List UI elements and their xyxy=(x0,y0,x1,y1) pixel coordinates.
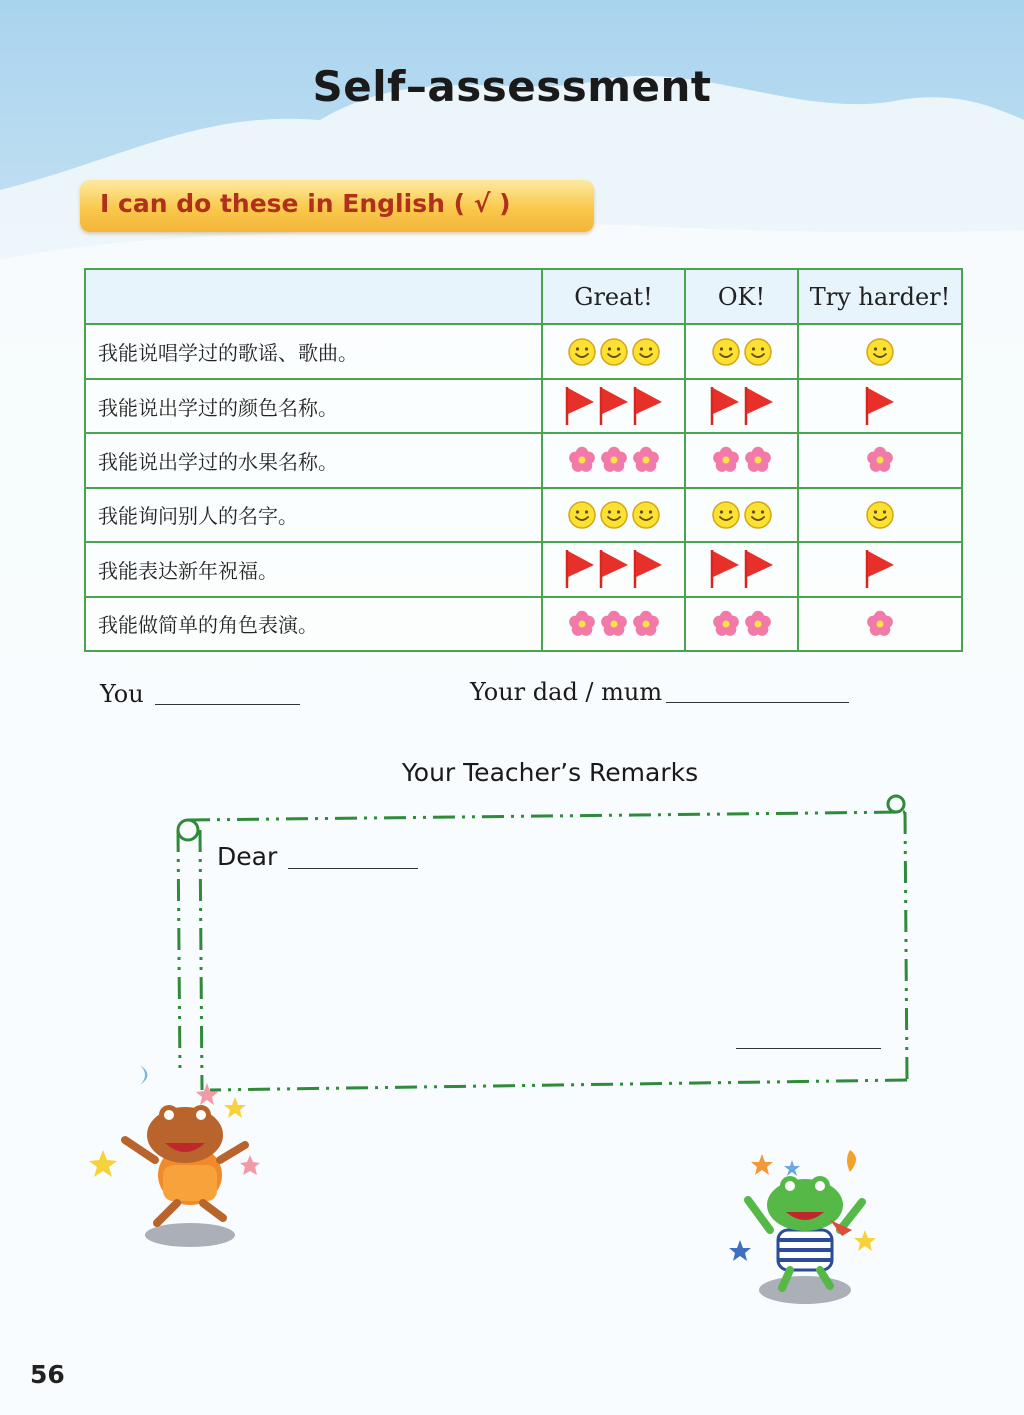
dear-label: Dear xyxy=(217,842,278,871)
red-flag-icon xyxy=(632,548,664,590)
toad-character-illustration xyxy=(85,1065,275,1255)
smiley-icon xyxy=(743,500,773,530)
table-row xyxy=(85,597,962,651)
red-flag-icon xyxy=(864,385,896,427)
banner-text: I can do these in English ( √ ) xyxy=(100,189,511,218)
great-cell[interactable] xyxy=(542,379,685,433)
header-try-harder: Try harder! xyxy=(798,269,962,324)
try-harder-cell[interactable] xyxy=(798,597,962,651)
ok-cell[interactable] xyxy=(685,488,798,542)
teacher-signature-line[interactable] xyxy=(736,1048,881,1049)
smiley-icon xyxy=(865,337,895,367)
frog-character-illustration xyxy=(720,1140,910,1315)
page-number: 56 xyxy=(30,1360,65,1389)
try-harder-cell[interactable] xyxy=(798,324,962,378)
row-label: 我能说唱学过的歌谣、歌曲。 xyxy=(85,324,542,378)
pink-flower-icon xyxy=(743,609,773,639)
parent-label: Your dad / mum xyxy=(470,678,663,706)
red-flag-icon xyxy=(598,548,630,590)
ok-cell[interactable] xyxy=(685,324,798,378)
row-label: 我能做简单的角色表演。 xyxy=(85,597,542,651)
red-flag-icon xyxy=(564,385,596,427)
ok-cell[interactable] xyxy=(685,379,798,433)
ok-cell[interactable] xyxy=(685,597,798,651)
pink-flower-icon xyxy=(631,609,661,639)
table-row xyxy=(85,379,962,433)
try-harder-cell[interactable] xyxy=(798,488,962,542)
pink-flower-icon xyxy=(599,609,629,639)
you-signature-line[interactable] xyxy=(155,704,300,705)
pink-flower-icon xyxy=(711,445,741,475)
ok-cell[interactable] xyxy=(685,542,798,596)
parent-signature-line[interactable] xyxy=(666,702,849,703)
pink-flower-icon xyxy=(743,445,773,475)
smiley-icon xyxy=(631,500,661,530)
great-cell[interactable] xyxy=(542,542,685,596)
pink-flower-icon xyxy=(631,445,661,475)
pink-flower-icon xyxy=(865,445,895,475)
table-row xyxy=(85,488,962,542)
red-flag-icon xyxy=(864,548,896,590)
pink-flower-icon xyxy=(567,609,597,639)
pink-flower-icon xyxy=(865,609,895,639)
smiley-icon xyxy=(743,337,773,367)
header-ok: OK! xyxy=(685,269,798,324)
table-header-row xyxy=(85,269,962,324)
table-row xyxy=(85,324,962,378)
dear-name-line[interactable] xyxy=(288,868,418,869)
ok-cell[interactable] xyxy=(685,433,798,487)
row-label: 我能说出学过的水果名称。 xyxy=(85,433,542,487)
smiley-icon xyxy=(599,500,629,530)
red-flag-icon xyxy=(709,385,741,427)
great-cell[interactable] xyxy=(542,597,685,651)
red-flag-icon xyxy=(632,385,664,427)
page-title: Self–assessment xyxy=(312,62,712,111)
try-harder-cell[interactable] xyxy=(798,379,962,433)
table-row xyxy=(85,433,962,487)
self-assessment-table xyxy=(84,268,963,652)
red-flag-icon xyxy=(743,548,775,590)
smiley-icon xyxy=(711,500,741,530)
great-cell[interactable] xyxy=(542,488,685,542)
red-flag-icon xyxy=(564,548,596,590)
table-row xyxy=(85,542,962,596)
red-flag-icon xyxy=(598,385,630,427)
header-blank xyxy=(85,269,542,324)
great-cell[interactable] xyxy=(542,324,685,378)
remarks-dashed-frame xyxy=(170,790,920,1110)
row-label: 我能表达新年祝福。 xyxy=(85,542,542,596)
smiley-icon xyxy=(599,337,629,367)
pink-flower-icon xyxy=(711,609,741,639)
red-flag-icon xyxy=(709,548,741,590)
pink-flower-icon xyxy=(599,445,629,475)
smiley-icon xyxy=(711,337,741,367)
header-great: Great! xyxy=(542,269,685,324)
row-label: 我能说出学过的颜色名称。 xyxy=(85,379,542,433)
great-cell[interactable] xyxy=(542,433,685,487)
red-flag-icon xyxy=(743,385,775,427)
pink-flower-icon xyxy=(567,445,597,475)
try-harder-cell[interactable] xyxy=(798,433,962,487)
smiley-icon xyxy=(865,500,895,530)
row-label: 我能询问别人的名字。 xyxy=(85,488,542,542)
section-banner xyxy=(80,180,594,232)
smiley-icon xyxy=(567,500,597,530)
smiley-icon xyxy=(567,337,597,367)
you-label: You xyxy=(100,680,144,708)
smiley-icon xyxy=(631,337,661,367)
try-harder-cell[interactable] xyxy=(798,542,962,596)
remarks-title: Your Teacher’s Remarks xyxy=(401,758,699,787)
